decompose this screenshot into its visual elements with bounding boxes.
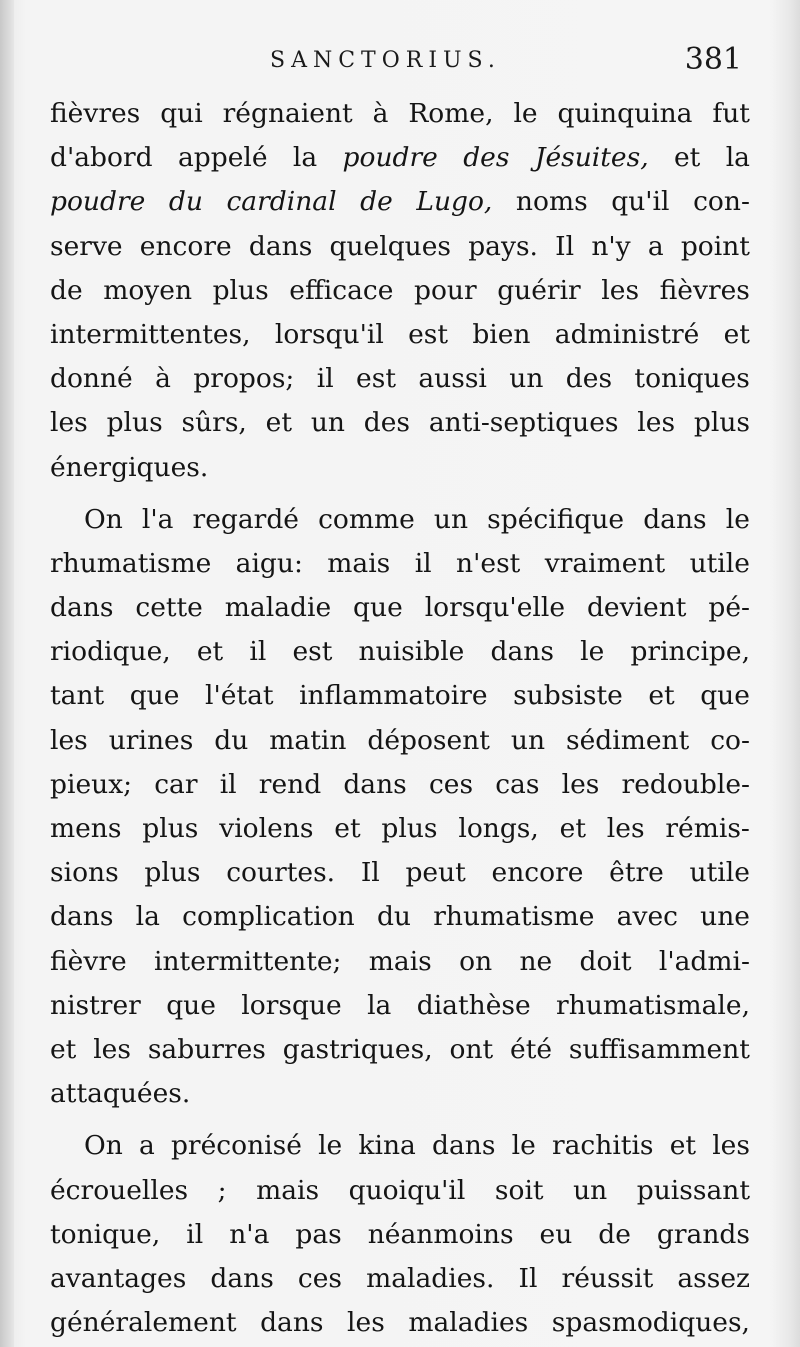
word: plus: [693, 407, 750, 439]
text-line: [50, 851, 750, 895]
text-line: [50, 674, 750, 718]
word: les: [561, 768, 600, 800]
word: Il: [360, 857, 380, 889]
text-line: [50, 1257, 750, 1301]
word: subsiste: [513, 680, 623, 712]
word: saburres: [147, 1033, 266, 1065]
word: pieux;: [50, 768, 133, 800]
text-line: [50, 984, 750, 1028]
word: urines: [108, 724, 194, 756]
word: pour: [413, 274, 477, 306]
word: il: [186, 1218, 204, 1250]
word: est: [292, 636, 333, 668]
word: réussit: [561, 1262, 654, 1294]
word: co-: [710, 724, 750, 756]
word: une: [700, 901, 750, 933]
text-line: [50, 357, 750, 401]
word: du: [376, 901, 411, 933]
word: pas: [295, 1218, 342, 1250]
word: un: [310, 407, 345, 439]
text-line: [50, 180, 750, 224]
word: attaquées.: [50, 1078, 191, 1110]
word: con-: [693, 186, 750, 218]
word: plus: [144, 857, 201, 889]
word: moyen: [103, 274, 193, 306]
word: des: [565, 363, 613, 395]
word: énergiques.: [50, 451, 209, 483]
word: et: [196, 636, 224, 668]
word: gastriques,: [282, 1033, 433, 1065]
word: longs,: [458, 813, 539, 844]
word: intermittente;: [154, 945, 342, 977]
word: rend: [258, 768, 322, 800]
word: utile: [689, 857, 750, 889]
word: des: [463, 142, 510, 174]
word: les: [606, 813, 645, 844]
word: été: [510, 1033, 553, 1065]
word: Rome,: [408, 98, 494, 129]
word: serve: [50, 230, 123, 262]
word: riodique,: [50, 636, 171, 668]
word: et: [559, 813, 586, 844]
word: encore: [491, 857, 584, 889]
text-line: [50, 630, 750, 674]
word: ont: [449, 1033, 494, 1065]
word: et: [50, 1033, 77, 1065]
text-line: [50, 313, 750, 357]
word: on: [459, 945, 493, 977]
word: guérir: [497, 274, 581, 306]
word: l'a: [141, 503, 174, 535]
text-line: [50, 1169, 750, 1213]
word: ;: [217, 1174, 227, 1206]
word: intermittentes,: [50, 318, 251, 350]
word: un: [510, 724, 546, 756]
word: rachitis: [551, 1130, 654, 1162]
word: qu'il: [611, 186, 670, 218]
word: le: [513, 98, 538, 129]
word: déposent: [367, 724, 490, 756]
word: et: [723, 318, 750, 350]
word: que: [166, 989, 216, 1021]
word: mens: [50, 813, 122, 844]
word: encore: [139, 230, 232, 262]
text-line: [50, 1301, 750, 1345]
word: suffisamment: [568, 1033, 750, 1065]
word: dans: [490, 636, 554, 668]
text-line: [50, 498, 750, 542]
word: avantages: [50, 1262, 187, 1294]
text-line: [50, 719, 750, 763]
word: les: [601, 274, 640, 306]
word: utile: [689, 547, 750, 579]
word: spasmodiques,: [551, 1307, 750, 1339]
word: efficace: [289, 274, 394, 306]
word: généralement: [50, 1307, 237, 1339]
word: soit: [494, 1174, 544, 1206]
word: pays.: [468, 230, 538, 262]
word: fièvres: [50, 98, 141, 129]
page-number: 381: [684, 42, 742, 77]
word: anti-septiques: [428, 407, 619, 439]
running-head: [50, 42, 750, 84]
word: n'y: [591, 230, 631, 262]
word: le: [511, 1130, 536, 1162]
word: de: [360, 186, 393, 218]
word: maladies: [408, 1307, 529, 1339]
text-line: [50, 1028, 750, 1072]
word: courtes.: [226, 857, 336, 889]
text-line: [50, 225, 750, 269]
word: néanmoins: [367, 1218, 514, 1250]
word: quelques: [329, 230, 452, 262]
text-line: [50, 136, 750, 180]
word: nistrer: [50, 989, 141, 1021]
word: plus: [106, 407, 163, 439]
word: point: [680, 230, 750, 262]
word: spécifique: [487, 503, 625, 535]
word: violens: [219, 813, 314, 844]
word: mais: [368, 945, 432, 977]
word: devient: [586, 592, 687, 624]
word: administré: [554, 318, 700, 350]
word: les: [50, 407, 88, 439]
word: car: [154, 768, 198, 800]
word: être: [609, 857, 664, 889]
word: la: [135, 901, 160, 933]
word: rémis-: [665, 813, 750, 844]
word: comme: [318, 503, 415, 535]
text-line: [50, 895, 750, 939]
word: maladie: [224, 592, 332, 624]
word: et: [265, 407, 293, 439]
text-line: [50, 1072, 750, 1116]
word: sédiment: [566, 724, 690, 756]
word: avec: [616, 901, 678, 933]
word: écrouelles: [50, 1174, 189, 1206]
word: mais: [327, 547, 391, 579]
word: lorsqu'il: [274, 318, 384, 350]
word: peut: [405, 857, 466, 889]
word: un: [433, 503, 469, 535]
word: kina: [358, 1130, 416, 1162]
word: et: [334, 813, 361, 844]
paragraph-gap: [50, 1116, 750, 1124]
word: aigu:: [235, 547, 303, 579]
word: dans: [260, 1307, 324, 1339]
word: que: [353, 592, 403, 624]
word: plus: [142, 813, 199, 844]
word: dans: [431, 1130, 496, 1162]
word: Il: [555, 230, 575, 262]
word: fièvre: [50, 945, 127, 977]
word: il: [414, 547, 432, 579]
word: eu: [539, 1218, 573, 1250]
word: à: [155, 363, 171, 395]
word: diathèse: [416, 989, 531, 1021]
word: puissant: [636, 1174, 750, 1206]
word: les: [637, 407, 676, 439]
word: rhumatisme: [433, 901, 595, 933]
word: le: [725, 503, 750, 535]
word: rhumatisme: [50, 547, 212, 579]
word: On: [84, 1130, 123, 1162]
text-line: [50, 401, 750, 445]
running-title: SANCTORIUS.: [270, 48, 501, 73]
word: dans: [50, 592, 114, 624]
paragraph: [50, 498, 750, 1117]
paragraph: [50, 1124, 750, 1345]
word: a: [138, 1130, 155, 1162]
word: la: [725, 142, 750, 174]
word: redouble-: [621, 768, 750, 800]
word: préconisé: [170, 1130, 302, 1162]
word: n'est: [456, 547, 521, 579]
word: nuisible: [358, 636, 465, 668]
word: tonique,: [50, 1218, 161, 1250]
word: d'abord: [50, 142, 153, 174]
word: propos;: [193, 363, 295, 395]
text-line: [50, 269, 750, 313]
word: assez: [677, 1262, 750, 1294]
word: n'a: [229, 1218, 270, 1250]
word: des: [363, 407, 411, 439]
word: maladies.: [366, 1262, 495, 1294]
word: à: [372, 98, 389, 129]
word: que: [129, 680, 180, 712]
word: cardinal: [226, 186, 337, 218]
word: et: [674, 142, 701, 174]
word: appelé: [177, 142, 268, 174]
word: plus: [381, 813, 438, 844]
word: qui: [160, 98, 203, 129]
word: est: [356, 363, 396, 395]
word: les: [50, 724, 88, 756]
paragraph: [50, 92, 750, 490]
text-line: [50, 586, 750, 630]
word: du: [168, 186, 203, 218]
word: de: [50, 274, 83, 306]
word: On: [84, 503, 123, 535]
word: quoiqu'il: [348, 1174, 466, 1206]
word: cette: [135, 592, 203, 624]
word: principe,: [630, 636, 750, 668]
text-line: [50, 446, 750, 490]
word: il: [316, 363, 334, 395]
word: est: [408, 318, 449, 350]
word: pé-: [708, 592, 750, 624]
word: dans: [248, 230, 313, 262]
word: bien: [472, 318, 531, 350]
word: le: [580, 636, 605, 668]
word: cas: [495, 768, 540, 800]
word: le: [318, 1130, 343, 1162]
text-line: [50, 92, 750, 136]
word: sûrs,: [181, 407, 247, 439]
word: et: [669, 1130, 697, 1162]
word: ces: [428, 768, 474, 800]
word: noms: [515, 186, 588, 218]
word: du: [214, 724, 249, 756]
word: les: [712, 1130, 750, 1162]
paragraph-gap: [50, 490, 750, 498]
word: poudre: [50, 186, 146, 218]
word: l'admi-: [658, 945, 750, 977]
page-gutter-shadow: [0, 0, 14, 1347]
word: il: [249, 636, 267, 668]
word: lorsque: [241, 989, 342, 1021]
word: poudre: [342, 142, 438, 174]
word: dans: [643, 503, 707, 535]
text-line: [50, 542, 750, 586]
word: Il: [518, 1262, 538, 1294]
word: les: [347, 1307, 385, 1339]
word: et: [648, 680, 675, 712]
word: lorsqu'elle: [424, 592, 566, 624]
word: mais: [256, 1174, 320, 1206]
word: ne: [519, 945, 553, 977]
word: la: [367, 989, 392, 1021]
word: rhumatismale,: [556, 989, 750, 1021]
word: Lugo,: [416, 186, 493, 218]
word: régnaient: [222, 98, 353, 129]
body-text: [50, 92, 750, 1345]
word: grands: [656, 1218, 750, 1250]
word: dans: [343, 768, 407, 800]
word: un: [509, 363, 544, 395]
text-line: [50, 1124, 750, 1168]
word: aussi: [418, 363, 487, 395]
word: dans: [210, 1262, 274, 1294]
word: plus: [212, 274, 269, 306]
text-line: [50, 940, 750, 984]
word: la: [292, 142, 318, 174]
word: matin: [269, 724, 347, 756]
word: quinquina: [557, 98, 693, 129]
word: donné: [50, 363, 133, 395]
word: fièvres: [659, 274, 750, 306]
word: a: [647, 230, 664, 262]
word: l'état: [204, 680, 274, 712]
word: toniques: [634, 363, 750, 395]
word: regardé: [192, 503, 299, 535]
word: de: [598, 1218, 631, 1250]
word: tant: [50, 680, 105, 712]
text-line: [50, 807, 750, 851]
word: les: [93, 1033, 131, 1065]
word: complication: [182, 901, 355, 933]
text-line: [50, 1213, 750, 1257]
word: fut: [712, 98, 750, 129]
word: inflammatoire: [299, 680, 488, 712]
text-line: [50, 763, 750, 807]
word: un: [573, 1174, 608, 1206]
word: Jésuites,: [534, 142, 649, 174]
word: dans: [50, 901, 114, 933]
word: il: [219, 768, 237, 800]
word: ces: [297, 1262, 343, 1294]
word: doit: [579, 945, 632, 977]
word: que: [700, 680, 750, 712]
word: vraiment: [544, 547, 666, 579]
word: sions: [50, 857, 119, 889]
